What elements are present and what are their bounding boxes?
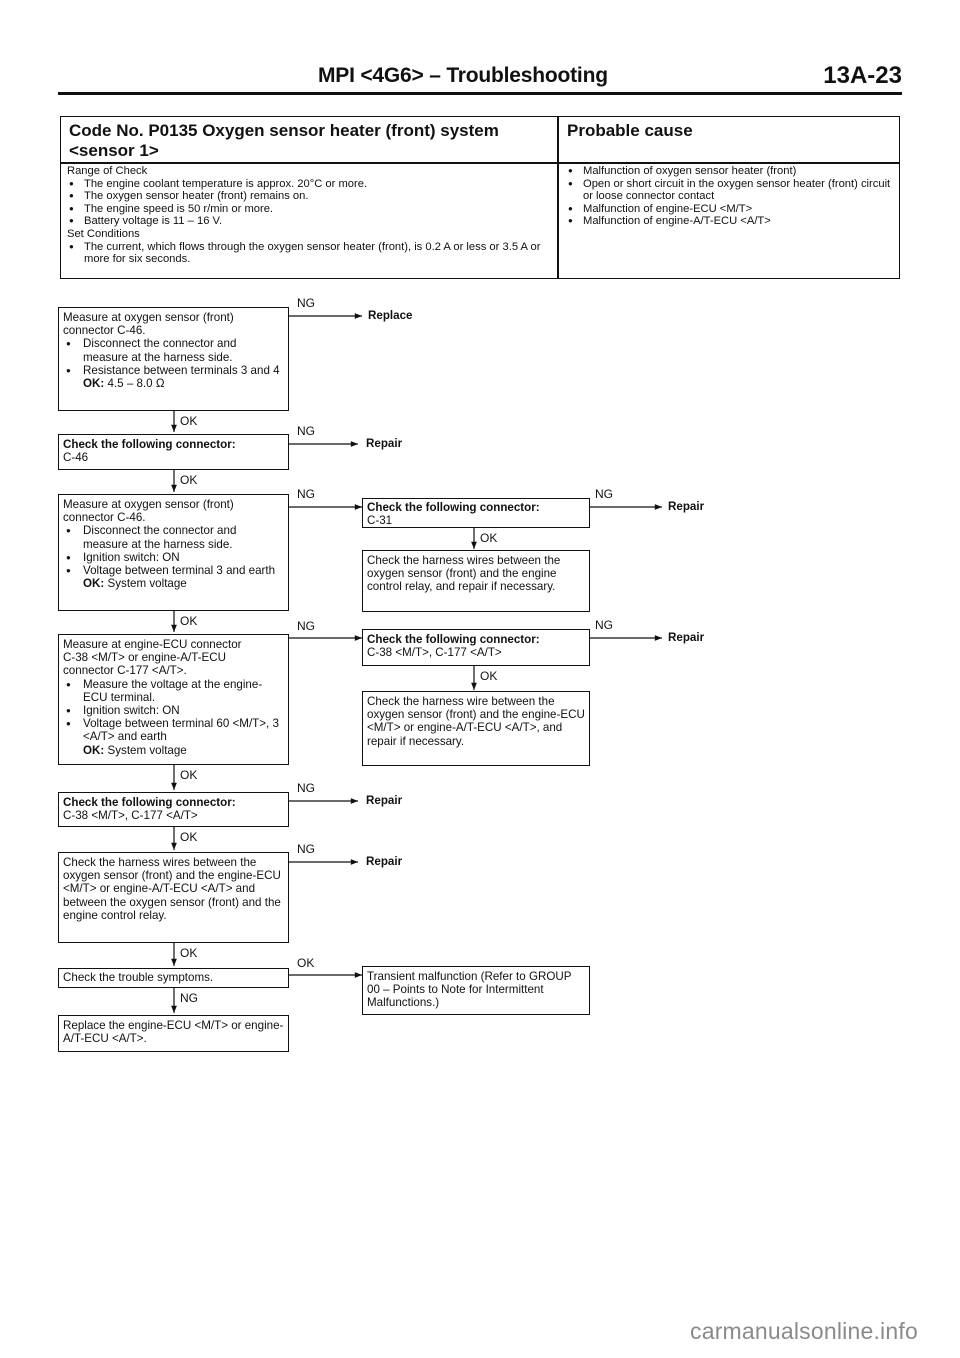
step-bullet: ● Disconnect the connector and measure at the harness side.: [63, 524, 284, 550]
ok-label: OK: [180, 830, 198, 844]
page-title: MPI <4G6> – Troubleshooting: [318, 64, 608, 87]
set-conditions-title: Set Conditions: [67, 227, 140, 240]
range-item: ● Battery voltage is 11 – 16 V.: [67, 215, 553, 228]
step-measure-voltage-c46: [58, 494, 289, 611]
ok-label: OK: [180, 614, 198, 628]
step-title: Check the following connector:: [63, 796, 236, 809]
step-check-harness-relay: [362, 550, 590, 612]
table-divider: [557, 117, 559, 278]
ng-label: NG: [297, 424, 315, 438]
step-text: Check the trouble symptoms.: [63, 971, 214, 984]
result-replace: Replace: [368, 309, 413, 322]
step-measure-resistance: [58, 307, 289, 411]
step-text: C-38 <M/T>, C-177 <A/T>: [63, 809, 198, 823]
step-check-trouble-symptoms: [58, 968, 289, 988]
page-number: 13A-23: [823, 62, 902, 89]
ok-label: OK: [480, 669, 498, 683]
step-title: Check the following connector:: [367, 501, 540, 514]
step-measure-ecu-voltage: [58, 634, 289, 765]
ng-label: NG: [180, 991, 198, 1005]
header-rule: [58, 92, 902, 95]
step-check-harness-combined: [58, 852, 289, 943]
step-bullet: ● Voltage between terminal 3 and earth: [63, 564, 284, 577]
step-bullet: ● Resistance between terminals 3 and 4: [63, 364, 284, 377]
result-repair: Repair: [366, 794, 403, 807]
ok-value: System voltage: [107, 577, 187, 591]
step-text: connector C-46.: [63, 324, 146, 338]
step-check-connector-c31: [362, 498, 590, 528]
step-title: Check the following connector:: [63, 438, 236, 451]
table-header-rule: [61, 162, 899, 164]
result-repair: Repair: [366, 437, 403, 450]
step-text: Check the harness wires between the oxygen sensor (front) and the engine-ECU <M/T> or engine-A/T-ECU <A/T> and between the oxygen sensor (front) and the engine control relay.: [63, 856, 281, 922]
ok-label: OK:: [83, 743, 105, 757]
range-of-check-cell: [67, 165, 553, 266]
step-check-connector-c38-c177: [362, 629, 590, 666]
page-header: [0, 62, 960, 92]
step-text: Transient malfunction (Refer to GROUP 00 – Points to Note for Intermittent Malfunctions.): [367, 970, 572, 1010]
ng-label: NG: [297, 487, 315, 501]
result-repair: Repair: [366, 855, 403, 868]
ok-label: OK:: [83, 577, 105, 591]
ng-label: NG: [297, 296, 315, 310]
ng-label: NG: [297, 781, 315, 795]
result-transient-malfunction: [362, 966, 590, 1015]
step-check-connector-c38-c177: [58, 792, 289, 827]
step-bullet: ● Measure the voltage at the engine-ECU terminal.: [63, 678, 284, 704]
step-bullet: ● Disconnect the connector and measure at the harness side.: [63, 337, 284, 363]
step-text: C-46: [63, 451, 89, 465]
watermark: carmanualsonline.info: [690, 1318, 918, 1344]
step-text: C-38 <M/T>, C-177 <A/T>: [367, 646, 502, 660]
step-check-harness-ecu: [362, 691, 590, 766]
step-text: connector C-46.: [63, 511, 146, 525]
step-text: connector C-177 <A/T>.: [63, 664, 187, 678]
ok-label: OK: [480, 531, 498, 545]
step-text: Check the harness wires between the oxygen sensor (front) and the engine control relay, and repair if necessary.: [367, 554, 561, 594]
step-check-connector-c46: [58, 434, 289, 470]
ng-label: NG: [595, 487, 613, 501]
range-item: ● The engine speed is 50 r/min or more.: [67, 203, 553, 216]
step-text: Replace the engine-ECU <M/T> or engine-A/T-ECU <A/T>.: [63, 1019, 284, 1046]
cause-item: ● Malfunction of oxygen sensor heater (front): [566, 165, 896, 178]
step-replace-ecu: [58, 1015, 289, 1052]
step-text: Check the harness wire between the oxygen sensor (front) and the engine-ECU <M/T> or engine-A/T-ECU <A/T>, and repair if necessary.: [367, 695, 585, 748]
probable-cause-header: Probable cause: [567, 121, 693, 140]
set-item: ● The current, which flows through the oxygen sensor heater (front), is 0.2 A or less or 3.5 A or more for six seconds.: [67, 241, 553, 266]
result-repair: Repair: [668, 631, 705, 644]
step-text: C-38 <M/T> or engine-A/T-ECU: [63, 651, 227, 665]
range-item: ● The engine coolant temperature is approx. 20°C or more.: [67, 178, 553, 191]
ok-value: System voltage: [107, 743, 187, 757]
step-bullet: ● Voltage between terminal 60 <M/T>, 3 <A/T> and earth: [63, 717, 284, 743]
step-bullet: ● Ignition switch: ON: [63, 704, 284, 717]
result-repair: Repair: [668, 500, 705, 513]
step-text: Measure at engine-ECU connector: [63, 638, 242, 651]
ok-value: 4.5 – 8.0 Ω: [107, 377, 165, 391]
step-text: Measure at oxygen sensor (front): [63, 311, 234, 324]
ok-label: OK: [180, 768, 198, 782]
step-text: Measure at oxygen sensor (front): [63, 498, 234, 511]
ok-label: OK: [297, 956, 315, 970]
step-title: Check the following connector:: [367, 633, 540, 646]
code-table: [60, 116, 900, 279]
range-item: ● The oxygen sensor heater (front) remains on.: [67, 190, 553, 203]
ok-label: OK:: [83, 377, 105, 391]
ok-label: OK: [180, 946, 198, 960]
range-title: Range of Check: [67, 165, 148, 177]
ok-label: OK: [180, 473, 198, 487]
ok-label: OK: [180, 414, 198, 428]
cause-item: ● Malfunction of engine-A/T-ECU <A/T>: [566, 215, 896, 228]
cause-item: ● Malfunction of engine-ECU <M/T>: [566, 203, 896, 216]
ng-label: NG: [595, 618, 613, 632]
ng-label: NG: [297, 619, 315, 633]
step-bullet: ● Ignition switch: ON: [63, 551, 284, 564]
code-title: Code No. P0135 Oxygen sensor heater (front) system <sensor 1>: [69, 121, 499, 160]
cause-item: ● Open or short circuit in the oxygen sensor heater (front) circuit or loose connector contact: [566, 178, 896, 203]
ng-label: NG: [297, 842, 315, 856]
step-text: C-31: [367, 514, 393, 528]
probable-cause-cell: [566, 165, 896, 228]
